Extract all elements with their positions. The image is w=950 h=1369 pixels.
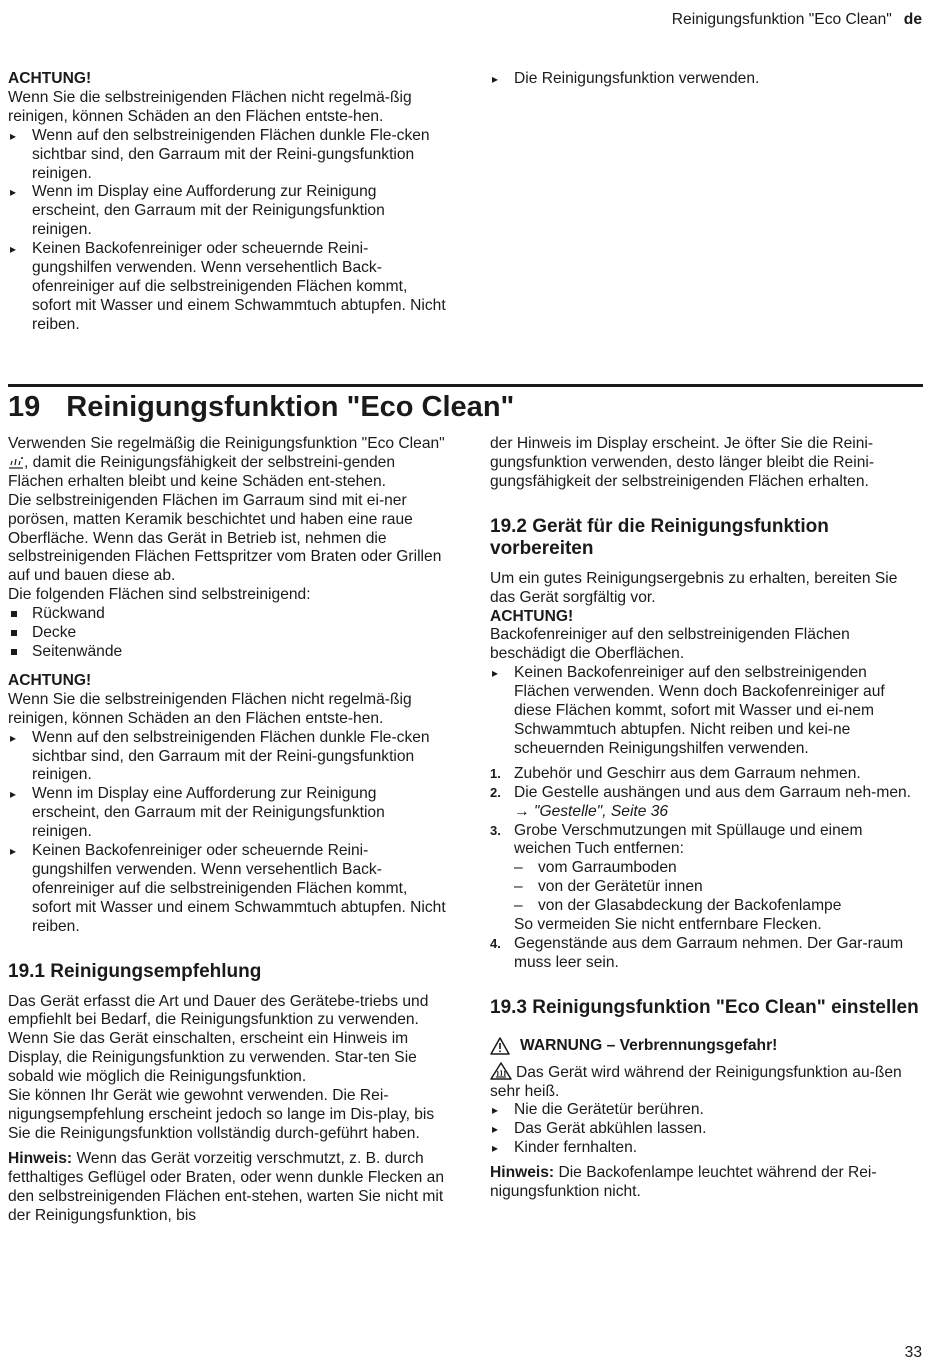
chapter-rule — [8, 384, 923, 387]
warning-header — [490, 1037, 922, 1056]
intro-paragraph: Die selbstreinigenden Flächen im Garraum sind mit ei-ner porösen, matten Keramik beschichtet und haben eine raue Oberfläche. Wenn das Gerät in Betrieb ist, nehmen die selbstreinigenden Flächen Fettspritzer vom Braten oder Grillen auf und bauen diese ab. — [8, 491, 442, 585]
step-item: 1. Zubehör und Geschirr aus dem Garraum nehmen. — [490, 764, 861, 782]
surface-list-item: Seitenwände — [8, 643, 448, 662]
caution-label: ACHTUNG! — [490, 607, 574, 625]
section-heading: 19.2 Gerät für die Reinigungsfunktion vorbereiten — [490, 515, 829, 559]
section-paragraph: Sie können Ihr Gerät wie gewohnt verwenden. Die Rei-nigungsempfehlung erscheint jedoch so lange im Dis-play, bis Sie die Reinigungsfunktion vollständig durch-geführt haben. — [8, 1087, 435, 1142]
eco-clean-icon — [8, 456, 24, 469]
note-paragraph: Hinweis: Wenn das Gerät vorzeitig verschmutzt, z. B. durch fetthaltiges Geflügel oder Braten, oder wenn dunkle Flecken an den selbstreinigenden Flächen ent-stehen, warten Sie nicht mit der Reinigungsfunktion, bis — [8, 1149, 445, 1224]
caution-text: Wenn Sie die selbstreinigenden Flächen nicht regelmä-ßig reinigen, können Schäden an den Flächen entste-hen. — [8, 690, 412, 727]
dash-item: – von der Glasabdeckung der Backofenlampe — [490, 897, 922, 916]
warning-text: Das Gerät wird während der Reinigungsfunktion au-ßen sehr heiß. — [490, 1063, 902, 1100]
warning-label: WARNUNG – Verbrennungsgefahr! — [520, 1036, 778, 1054]
step-item: 2. Die Gestelle aushängen und aus dem Garraum neh-men. — [490, 783, 912, 801]
surface-list-item: Rückwand — [8, 605, 448, 624]
caution-bullet: ▸ Keinen Backofenreiniger oder scheuernde Reini-gungshilfen verwenden. Wenn versehentlich Back-ofenreiniger auf die selbstreinigenden Flächen kommt, sofort mit Wasser und einem Schwammtuch abtupfen. Nicht reiben. — [8, 842, 448, 937]
section-paragraph: Um ein gutes Reinigungsergebnis zu erhalten, bereiten Sie das Gerät sorgfältig vor. — [490, 569, 898, 606]
dash-item: – vom Garraumboden — [490, 859, 922, 878]
caution-bullet: ▸ Wenn auf den selbstreinigenden Flächen dunkle Fle-cken sichtbar sind, den Garraum mit der Reini-gungsfunktion reinigen. — [8, 127, 448, 184]
caution-bullet: ▸ Keinen Backofenreiniger oder scheuernde Reini-gungshilfen verwenden. Wenn versehentlich Back-ofenreiniger auf die selbstreinigenden Flächen kommt, sofort mit Wasser und einem Schwammtuch abtupfen. Nicht reiben. — [8, 240, 448, 335]
chapter-number: 19 — [8, 391, 41, 423]
language-code: de — [903, 11, 922, 28]
chapter-title: Reinigungsfunktion "Eco Clean" — [66, 391, 515, 423]
caution-text: Wenn Sie die selbstreinigenden Flächen nicht regelmä-ßig reinigen, können Schäden an den Flächen entste-hen. — [8, 88, 412, 125]
section-paragraph: Wenn Sie das Gerät einschalten, erscheint ein Hinweis im Display, die Reinigungsfunktion zu verwenden. Star-ten Sie sobald wie möglich die Reinigungsfunktion. — [8, 1030, 417, 1086]
cross-reference: → "Gestelle", Seite 36 — [514, 802, 669, 820]
intro-paragraph: Verwenden Sie regelmäßig die Reinigungsfunktion "Eco Clean" , damit die Reinigungsfähigkeit der selbstreini-genden Flächen erhalten bleibt und keine Schäden ent-stehen. — [8, 435, 445, 490]
hot-surface-warning-icon — [490, 1062, 512, 1080]
main-right-column — [490, 435, 922, 1202]
top-left-column — [8, 70, 448, 335]
chapter-heading — [8, 389, 514, 425]
note-label: Hinweis: — [490, 1164, 555, 1182]
note-continuation: der Hinweis im Display erscheint. Je öfter Sie die Reini-gungsfunktion verwenden, desto länger bleibt die Reini-gungsfähigkeit der selbstreinigenden Flächen erhalten. — [490, 435, 875, 490]
warning-triangle-icon — [490, 1037, 510, 1055]
note-paragraph: Hinweis: Die Backofenlampe leuchtet während der Rei-nigungsfunktion nicht. — [490, 1164, 877, 1201]
section-paragraph: Das Gerät erfasst die Art und Dauer des Gerätebe-triebs und empfiehlt bei Bedarf, die Reinigungsfunktion zu verwenden. — [8, 992, 429, 1029]
note-label: Hinweis: — [8, 1149, 73, 1167]
surface-list-item: Decke — [8, 624, 448, 643]
intro-paragraph: Die folgenden Flächen sind selbstreinigend: — [8, 586, 311, 604]
caution-bullet: ▸ Wenn auf den selbstreinigenden Flächen dunkle Fle-cken sichtbar sind, den Garraum mit der Reini-gungsfunktion reinigen. — [8, 729, 448, 786]
header-title: Reinigungsfunktion "Eco Clean" — [671, 11, 892, 28]
section-heading: 19.1 Reinigungsempfehlung — [8, 960, 262, 982]
caution-bullet: ▸ Wenn im Display eine Aufforderung zur Reinigung erscheint, den Garraum mit der Reinigungsfunktion reinigen. — [8, 183, 448, 240]
step-result: So vermeiden Sie nicht entfernbare Flecken. — [514, 916, 822, 934]
page-header — [672, 11, 922, 30]
caution-label: ACHTUNG! — [8, 70, 92, 87]
page-number: 33 — [904, 1344, 922, 1362]
section-heading: 19.3 Reinigungsfunktion "Eco Clean" einstellen — [490, 996, 919, 1018]
main-left-column — [8, 435, 448, 1225]
caution-text: Backofenreiniger auf den selbstreinigenden Flächen beschädigt die Oberflächen. — [490, 626, 850, 663]
warning-bullet: ▸ Nie die Gerätetür berühren. — [490, 1101, 922, 1120]
caution-bullet: ▸ Keinen Backofenreiniger auf den selbstreinigenden Flächen verwenden. Wenn doch Backofenreiniger auf diese Flächen kommt, sofort mit Wasser und ei-nem Schwammtuch abtupfen. Nicht reiben und kei-ne scheuernden Reinigungshilfen verwenden. — [490, 664, 922, 759]
caution-label: ACHTUNG! — [8, 671, 92, 689]
warning-bullet: ▸ Kinder fernhalten. — [490, 1139, 922, 1158]
dash-item: – von der Gerätetür innen — [490, 878, 922, 897]
top-right-column — [490, 70, 930, 89]
step-item: 4. Gegenstände aus dem Garraum nehmen. Der Gar-raum muss leer sein. — [490, 934, 904, 971]
warning-bullet: ▸ Das Gerät abkühlen lassen. — [490, 1120, 922, 1139]
caution-bullet: ▸ Die Reinigungsfunktion verwenden. — [490, 70, 930, 89]
step-item: 3. Grobe Verschmutzungen mit Spüllauge und einem weichen Tuch entfernen: — [490, 821, 863, 858]
caution-bullet: ▸ Wenn im Display eine Aufforderung zur Reinigung erscheint, den Garraum mit der Reinigungsfunktion reinigen. — [8, 785, 448, 842]
